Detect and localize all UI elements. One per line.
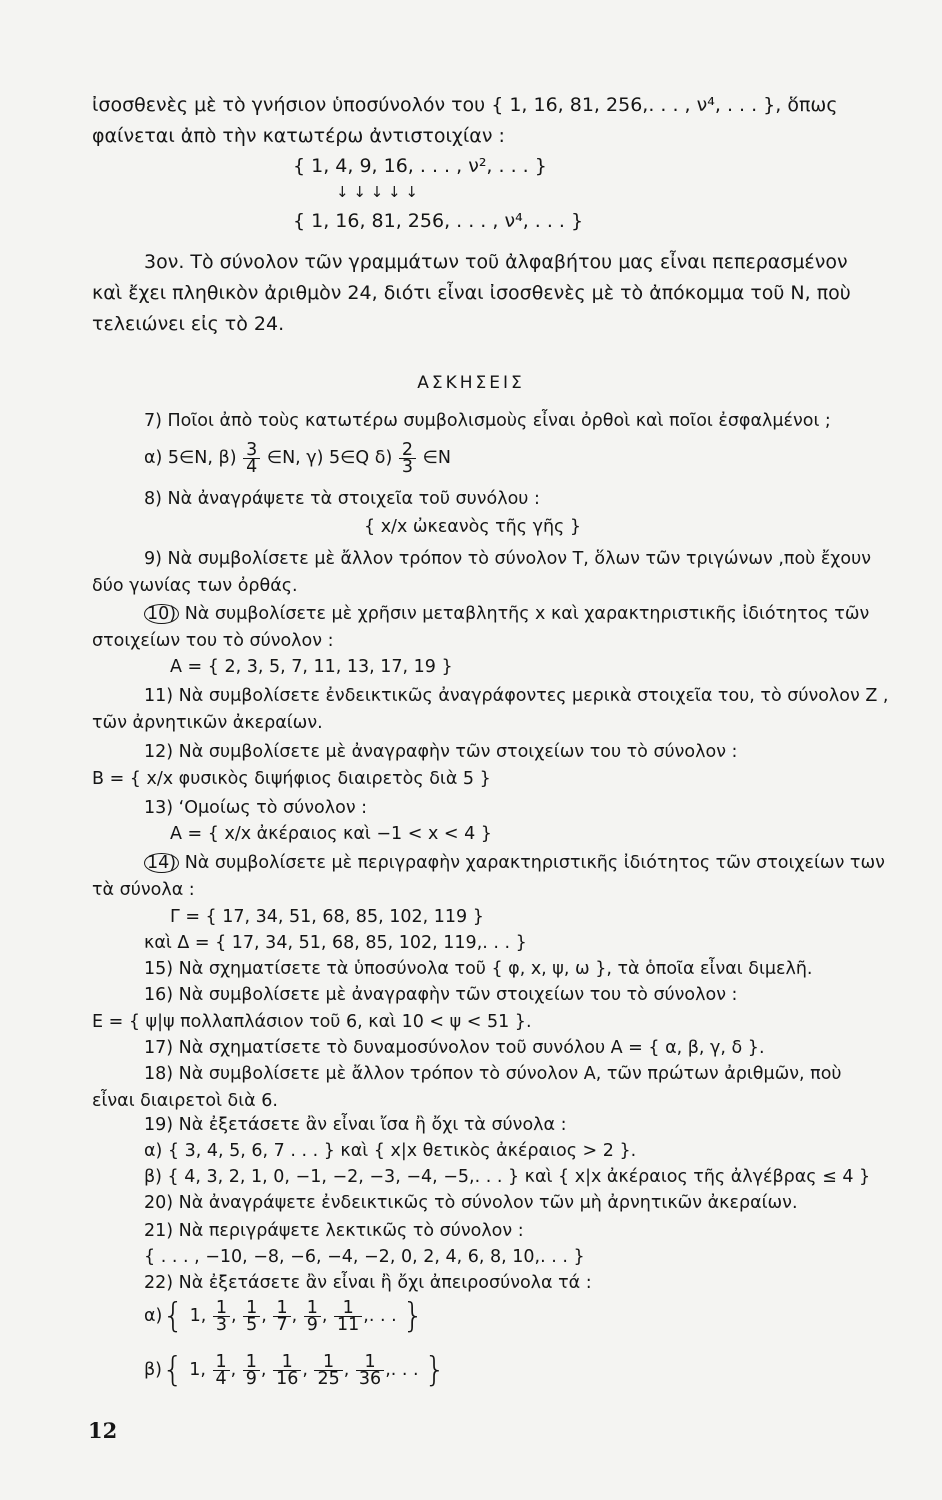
ex7-end: ∈N: [422, 448, 451, 468]
fraction-denominator: 9: [245, 1368, 257, 1389]
ex22-text: 22) Νὰ ἐξετάσετε ἂν εἶναι ἢ ὄχι ἀπειροσύνολα τά :: [144, 1273, 592, 1293]
page-number: 12: [88, 1418, 118, 1443]
series-first-term: 1,: [189, 1360, 206, 1380]
left-brace: {: [162, 1296, 185, 1336]
fraction-numerator: 1: [213, 1300, 230, 1317]
ex10-text: Νὰ συμβολίσετε μὲ χρῆσιν μεταβλητῆς x καὶ χαρακτηριστικῆς ἰδιότητος τῶν: [184, 604, 870, 624]
ex20-text: 20) Νὰ ἀναγράψετε ἐνδεικτικῶς τὸ σύνολον τῶν μὴ ἀρνητικῶν ἀκεραίων.: [144, 1193, 798, 1213]
set-top: { 1, 4, 9, 16, . . . , ν², . . . }: [293, 155, 547, 177]
ex19-a: α) { 3, 4, 5, 6, 7 . . . } καὶ { x|x θετικὸς ἀκέραιος > 2 }.: [144, 1141, 637, 1161]
ex11-line-2: τῶν ἀρνητικῶν ἀκεραίων.: [92, 713, 323, 733]
ex14-delta: καὶ Δ = { 17, 34, 51, 68, 85, 102, 119,. . . }: [144, 933, 527, 953]
ex22-b-label: β): [144, 1360, 162, 1380]
fraction-numerator: 3: [243, 442, 260, 459]
fraction-numerator: 1: [243, 1354, 260, 1371]
fraction-numerator: 1: [304, 1300, 321, 1317]
fraction-denominator: 5: [246, 1314, 258, 1335]
fraction-numerator: 1: [314, 1354, 342, 1371]
third-line-1: 3ον. Τὸ σύνολον τῶν γραμμάτων τοῦ ἀλφαβήτου μας εἶναι πεπερασμένον: [144, 251, 848, 273]
fraction-numerator: 2: [399, 442, 416, 459]
ex16-line-1: 16) Νὰ συμβολίσετε μὲ ἀναγραφὴν τῶν στοιχείων του τὸ σύνολον :: [144, 985, 738, 1005]
ex22-series-b: β){ 1, $\frac{1}{4}$ , $\frac{1}{9}$ , $\frac{1}{16}$ , $\frac{1}{25}$ , $\frac{1}{36}$ ,. . . }: [144, 1350, 446, 1390]
ex18-line-2: εἶναι διαιρετοὶ διὰ 6.: [92, 1091, 278, 1111]
fraction-denominator: 9: [306, 1314, 318, 1335]
circled-number: 14): [144, 853, 179, 873]
left-brace: {: [162, 1350, 184, 1390]
ex11-line-1: 11) Νὰ συμβολίσετε ἐνδεικτικῶς ἀναγράφοντες μερικὰ στοιχεῖα του, τὸ σύνολον Ζ ,: [144, 686, 889, 706]
ex21-line-1: 21) Νὰ περιγράψετε λεκτικῶς τὸ σύνολον :: [144, 1221, 524, 1241]
ex9-line-1: 9) Νὰ συμβολίσετε μὲ ἄλλον τρόπον τὸ σύνολον Τ, ὅλων τῶν τριγώνων ,ποὺ ἔχουν: [144, 549, 872, 569]
fraction-denominator: 36: [358, 1368, 382, 1389]
fraction: [243, 439, 260, 477]
ex17-text: 17) Νὰ σχηματίσετε τὸ δυναμοσύνολον τοῦ συνόλου A = { α, β, γ, δ }.: [144, 1038, 765, 1058]
ex12-line-1: 12) Νὰ συμβολίσετε μὲ ἀναγραφὴν τῶν στοιχείων του τὸ σύνολον :: [144, 742, 738, 762]
fraction-denominator: 3: [215, 1314, 228, 1335]
fraction-denominator: 16: [276, 1368, 299, 1389]
ex10-line-2: στοιχείων του τὸ σύνολον :: [92, 631, 334, 651]
fraction: [213, 1297, 230, 1335]
ex22-a-label: α): [144, 1306, 163, 1326]
series-ellipsis: . . .: [368, 1306, 397, 1326]
fraction-numerator: 1: [243, 1300, 260, 1317]
ex14-text: Νὰ συμβολίσετε μὲ περιγραφὴν χαρακτηριστικῆς ἰδιότητος τῶν στοιχείων των: [184, 853, 885, 873]
ex10-set: A = { 2, 3, 5, 7, 11, 13, 17, 19 }: [170, 657, 453, 677]
ex18-line-1: 18) Νὰ συμβολίσετε μὲ ἄλλον τρόπον τὸ σύνολον Α, τῶν πρώτων ἀριθμῶν, ποὺ: [144, 1064, 842, 1084]
ex15-text: 15) Νὰ σχηματίσετε τὰ ὑποσύνολα τοῦ { φ, x, ψ, ω }, τὰ ὁποῖα εἶναι διμελῆ.: [144, 959, 813, 979]
section-heading: ΑΣΚΗΣΕΙΣ: [417, 373, 525, 393]
fraction-denominator: 25: [317, 1368, 340, 1389]
fraction-numerator: 1: [273, 1354, 301, 1371]
set-bottom: { 1, 16, 81, 256, . . . , ν⁴, . . . }: [293, 210, 584, 232]
ex19-b: β) { 4, 3, 2, 1, 0, −1, −2, −3, −4, −5,. . . } καὶ { x|x ἀκέραιος τῆς ἀλγέβρας ≤ 4 }: [144, 1167, 871, 1187]
ex13-line-2: A = { x/x ἀκέραιος καὶ −1 < x < 4 }: [170, 824, 492, 844]
ex7-text: 7) Ποῖοι ἀπὸ τοὺς κατωτέρω συμβολισμοὺς εἶναι ὀρθοὶ καὶ ποῖοι ἐσφαλμένοι ;: [144, 411, 831, 431]
fraction-numerator: 1: [213, 1354, 230, 1371]
fraction: [273, 1351, 301, 1389]
ex7-a: α) 5∈N, β): [144, 448, 237, 468]
ex7-options: [144, 440, 451, 476]
ex12-line-2: B = { x/x φυσικὸς διψήφιος διαιρετὸς διὰ 5 }: [92, 769, 491, 789]
ex16-line-2: E = { ψ|ψ πολλαπλάσιον τοῦ 6, καὶ 10 < ψ < 51 }.: [92, 1012, 532, 1032]
right-brace: }: [402, 1296, 424, 1336]
third-line-2: καὶ ἔχει πληθικὸν ἀριθμὸν 24, διότι εἶναι ἰσοσθενὲς μὲ τὸ ἀπόκομμα τοῦ Ν, ποὺ: [92, 282, 851, 304]
fraction: [304, 1297, 321, 1335]
ex19-text: 19) Νὰ ἐξετάσετε ἂν εἶναι ἴσα ἢ ὄχι τὰ σύνολα :: [144, 1115, 567, 1135]
ex22-series-a: α){ 1, $\frac{1}{3}$ , $\frac{1}{5}$ , $\frac{1}{7}$ , $\frac{1}{9}$ , $\frac{1}{11}$ ,. . . }: [144, 1296, 424, 1336]
fraction-numerator: 1: [273, 1300, 290, 1317]
ex10-line-1: [144, 603, 869, 625]
correspondence-arrows: ↓ ↓ ↓ ↓ ↓: [336, 183, 418, 201]
fraction: [273, 1297, 290, 1335]
ex14-gamma: Γ = { 17, 34, 51, 68, 85, 102, 119 }: [170, 907, 484, 927]
fraction-denominator: 3: [401, 456, 414, 477]
fraction-denominator: 4: [215, 1368, 227, 1389]
fraction: [356, 1351, 384, 1389]
fraction-numerator: 1: [334, 1300, 362, 1317]
series-first-term: 1,: [189, 1306, 207, 1326]
third-line-3: τελειώνει εἰς τὸ 24.: [92, 313, 285, 335]
intro-line-1: ἰσοσθενὲς μὲ τὸ γνήσιον ὑποσύνολόν του { 1, 16, 81, 256,. . . , ν⁴, . . . }, ὅπως: [92, 94, 838, 116]
fraction: [243, 1297, 260, 1335]
ex21-line-2: { . . . , −10, −8, −6, −4, −2, 0, 2, 4, 6, 8, 10,. . . }: [144, 1247, 585, 1267]
ex8-set: { x/x ὠκεανὸς τῆς γῆς }: [364, 517, 582, 537]
intro-line-2: φαίνεται ἀπὸ τὴν κατωτέρω ἀντιστοιχίαν :: [92, 125, 505, 147]
fraction: [243, 1351, 260, 1389]
ex8-text: 8) Νὰ ἀναγράψετε τὰ στοιχεῖα τοῦ συνόλου :: [144, 489, 540, 509]
ex14-line-1: [144, 852, 885, 874]
ex14-line-2: τὰ σύνολα :: [92, 880, 195, 900]
fraction-numerator: 1: [356, 1354, 384, 1371]
fraction-denominator: 7: [276, 1314, 288, 1335]
ex13-line-1: 13) ‘Ομοίως τὸ σύνολον :: [144, 798, 368, 818]
fraction: [213, 1351, 230, 1389]
fraction-denominator: 4: [246, 456, 258, 477]
series-ellipsis: . . .: [390, 1360, 419, 1380]
circled-number: 10): [144, 604, 179, 624]
fraction: [399, 439, 416, 477]
right-brace: }: [424, 1350, 446, 1390]
fraction: [334, 1297, 362, 1335]
fraction: [314, 1351, 342, 1389]
ex9-line-2: δύο γωνίας των ὀρθάς.: [92, 576, 298, 596]
ex7-mid: ∈N, γ) 5∈Q δ): [266, 448, 393, 468]
fraction-denominator: 11: [337, 1314, 360, 1335]
